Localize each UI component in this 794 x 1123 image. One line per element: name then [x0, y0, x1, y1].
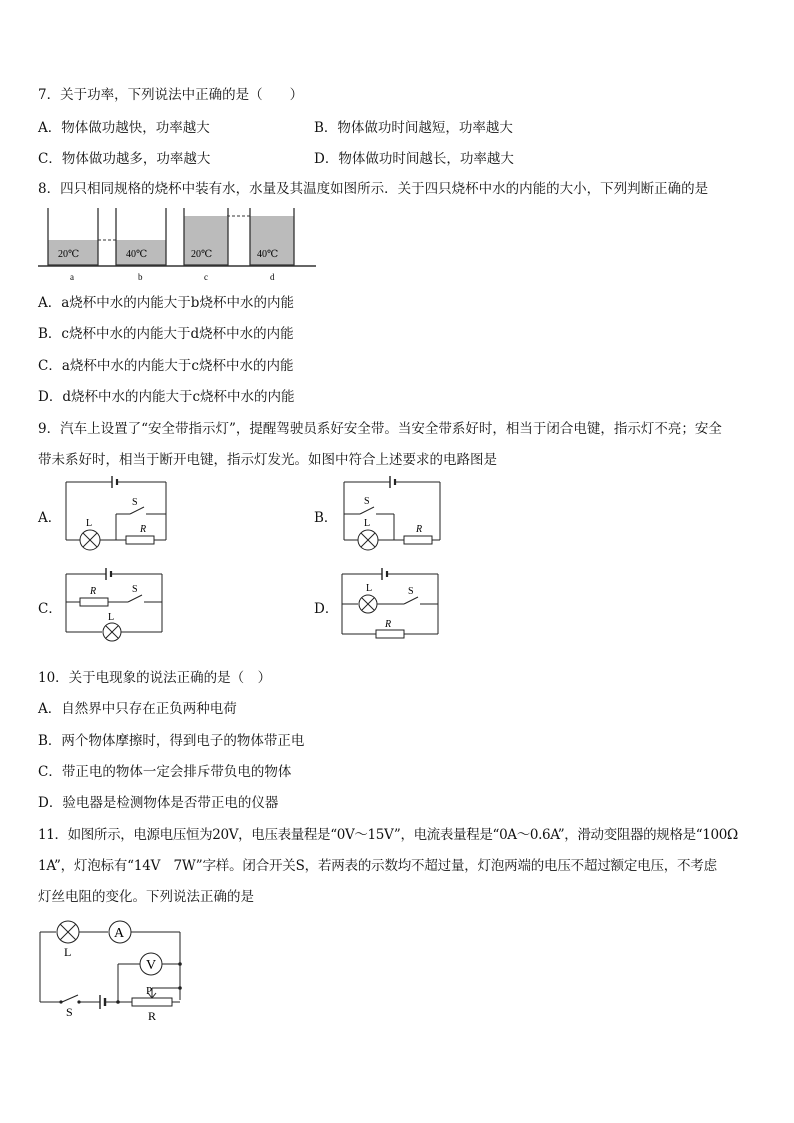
- q9-option-b-label: B．: [314, 510, 338, 526]
- q10-option-b: B．两个物体摩擦时，得到电子的物体带正电: [38, 733, 305, 749]
- circuit-c-l: L: [108, 612, 115, 623]
- beaker-figure: [36, 200, 316, 284]
- beaker-d: [250, 208, 294, 282]
- q8-option-a: A．a烧杯中水的内能大于b烧杯中水的内能: [38, 295, 294, 311]
- beaker-c-temp: 20℃: [191, 249, 213, 260]
- circuit-a: [62, 474, 172, 554]
- lamp-label: L: [64, 945, 72, 959]
- switch-label: S: [66, 1005, 73, 1019]
- beaker-a-label: a: [70, 272, 74, 282]
- q8-stem: 8．四只相同规格的烧杯中装有水，水量及其温度如图所示．关于四只烧杯中水的内能的大小，下列判断正确的是: [38, 181, 709, 197]
- q10-stem: 10．关于电现象的说法正确的是（ ）: [38, 670, 272, 686]
- q9-line1: 9．汽车上设置了“安全带指示灯”，提醒驾驶员系好安全带。当安全带系好时，相当于闭合电键，指示灯不亮；安全: [38, 421, 722, 437]
- q11-line1: 11．如图所示，电源电压恒为20V，电压表量程是“0V～15V”，电流表量程是“0A～0.6A”，滑动变阻器的规格是“100Ω: [38, 827, 738, 843]
- ammeter-label: A: [114, 926, 125, 941]
- circuit-d-l: L: [366, 583, 373, 594]
- circuit-a-r: R: [140, 524, 147, 535]
- circuit-d: [338, 566, 448, 642]
- circuit-c: [62, 566, 172, 642]
- beaker-b-temp: 40℃: [126, 249, 148, 260]
- q11-line2: 1A”，灯泡标有“14V 7W”字样。闭合开关S，若两表的示数均不超过量，灯泡两端的电压不超过额定电压，不考虑: [38, 858, 717, 874]
- circuit-d-s: S: [408, 586, 414, 597]
- circuit-b: [340, 474, 450, 554]
- beaker-b: [116, 208, 166, 282]
- circuit-d-r: R: [385, 619, 392, 630]
- circuit-a-l: L: [86, 518, 93, 529]
- q7-option-a: A．物体做功越快，功率越大: [38, 120, 210, 136]
- rheostat-label: R: [148, 1009, 157, 1023]
- circuit-c-r: R: [90, 586, 97, 597]
- q7-option-b: B．物体做功时间越短，功率越大: [314, 120, 513, 136]
- circuit-b-r: R: [416, 524, 423, 535]
- q10-option-a: A．自然界中只存在正负两种电荷: [38, 701, 237, 717]
- q10-option-d: D．验电器是检测物体是否带正电的仪器: [38, 795, 279, 811]
- q9-option-c-label: C．: [38, 601, 62, 617]
- q9-option-d-label: D．: [314, 601, 339, 617]
- circuit-b-l: L: [364, 518, 371, 529]
- q10-option-c: C．带正电的物体一定会排斥带负电的物体: [38, 764, 292, 780]
- beaker-a-temp: 20℃: [58, 249, 80, 260]
- beaker-c-label: c: [204, 272, 208, 282]
- q7-option-d: D．物体做功时间越长，功率越大: [314, 151, 514, 167]
- slider-label: P: [146, 985, 153, 997]
- circuit-q11: [36, 916, 196, 1026]
- beaker-b-label: b: [138, 272, 143, 282]
- beaker-d-temp: 40℃: [257, 249, 279, 260]
- q8-option-d: D．d烧杯中水的内能大于c烧杯中水的内能: [38, 389, 295, 405]
- circuit-b-s: S: [364, 496, 370, 507]
- beaker-c: [184, 208, 228, 282]
- q11-line3: 灯丝电阻的变化。下列说法正确的是: [38, 889, 254, 905]
- q9-option-a-label: A．: [38, 510, 62, 526]
- q9-line2: 带未系好时，相当于断开电键，指示灯发光。如图中符合上述要求的电路图是: [38, 452, 497, 468]
- beaker-d-label: d: [270, 272, 275, 282]
- beaker-a: [48, 208, 98, 282]
- circuit-c-s: S: [132, 584, 138, 595]
- q8-option-b: B．c烧杯中水的内能大于d烧杯中水的内能: [38, 326, 294, 342]
- q7-option-c: C．物体做功越多，功率越大: [38, 151, 211, 167]
- voltmeter-label: V: [146, 958, 157, 973]
- q8-option-c: C．a烧杯中水的内能大于c烧杯中水的内能: [38, 358, 294, 374]
- q7-stem: 7．关于功率，下列说法中正确的是（ ）: [38, 87, 304, 103]
- circuit-a-s: S: [132, 497, 138, 508]
